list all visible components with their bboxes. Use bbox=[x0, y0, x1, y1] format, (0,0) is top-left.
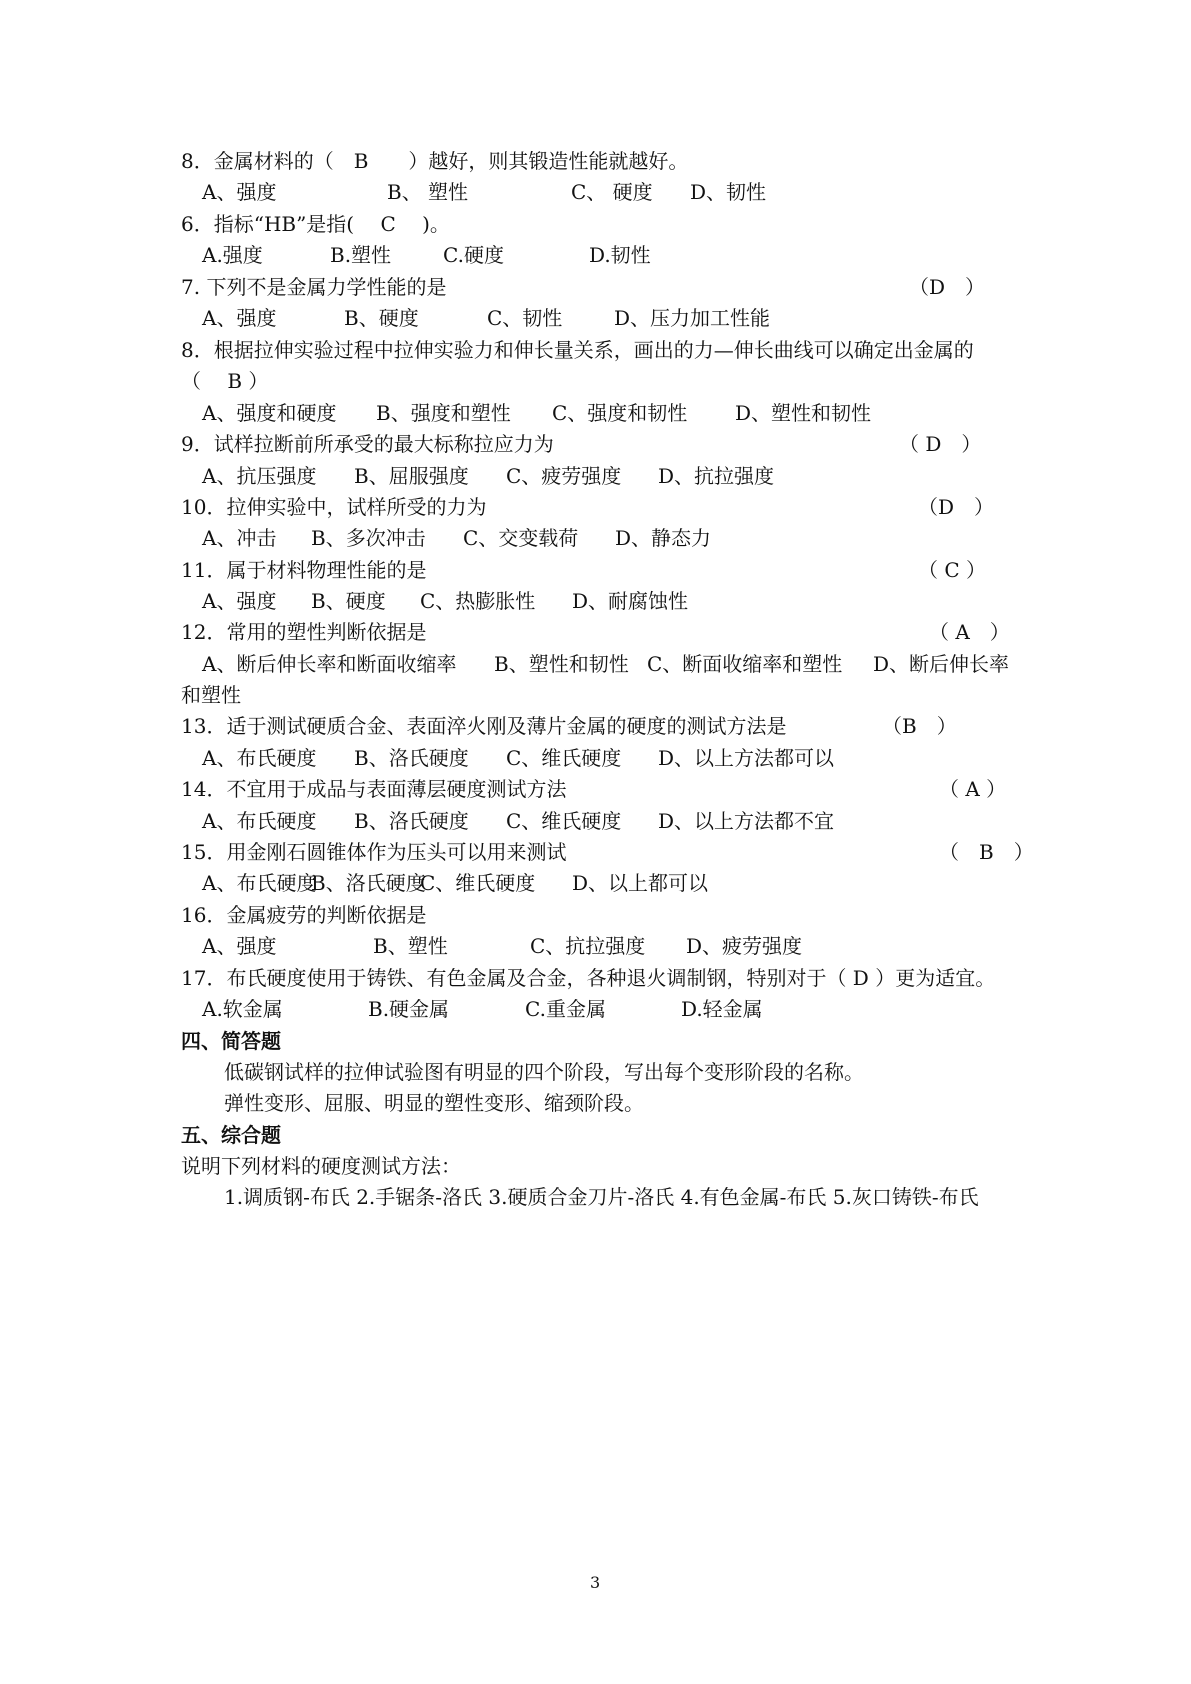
question-stem: 14．不宜用于成品与表面薄层硬度测试方法 （ A ） bbox=[181, 774, 1041, 805]
question-options-continued: 和塑性 bbox=[181, 683, 241, 707]
option-c: C、断面收缩率和塑性 bbox=[647, 652, 843, 676]
question-stem: 16．金属疲劳的判断依据是 bbox=[181, 903, 427, 927]
option-c: C、维氏硬度 bbox=[506, 809, 622, 833]
answer-mark: （ A ） bbox=[929, 620, 1010, 644]
question-stem-continued: （ B ） bbox=[181, 369, 269, 393]
option-d: D、断后伸长率 bbox=[873, 652, 1010, 676]
question-stem: 10．拉伸实验中，试样所受的力为 （D ） bbox=[181, 492, 1041, 523]
option-d: D.轻金属 bbox=[681, 997, 763, 1021]
option-d: D、以上方法都可以 bbox=[658, 746, 835, 770]
option-b: B、硬度 bbox=[344, 306, 419, 330]
option-d: D、以上方法都不宜 bbox=[658, 809, 835, 833]
question-options bbox=[202, 649, 1062, 680]
option-d: D.韧性 bbox=[589, 243, 651, 267]
answer-mark: （ B ） bbox=[939, 840, 1034, 864]
option-a: A、强度 bbox=[202, 306, 277, 330]
answer-mark: （ C ） bbox=[918, 558, 987, 582]
short-answer-answer: 弹性变形、屈服、明显的塑性变形、缩颈阶段。 bbox=[224, 1091, 644, 1115]
option-b: B、屈服强度 bbox=[354, 464, 469, 488]
option-b: B、多次冲击 bbox=[311, 526, 426, 550]
answer-mark: （B ） bbox=[882, 714, 957, 738]
option-a: A、强度 bbox=[202, 180, 277, 204]
question-stem: 11．属于材料物理性能的是 （ C ） bbox=[181, 555, 1041, 586]
option-d: D、韧性 bbox=[690, 180, 767, 204]
comprehensive-answer: 1.调质钢-布氏 2.手锯条-洛氏 3.硬质合金刀片-洛氏 4.有色金属-布氏 5.灰口铸铁-布氏 bbox=[224, 1185, 979, 1209]
answer-mark: （ D ） bbox=[899, 432, 982, 456]
option-d: D、塑性和韧性 bbox=[735, 401, 872, 425]
option-b: B、洛氏硬度 bbox=[354, 746, 469, 770]
question-stem: 17．布氏硬度使用于铸铁、有色金属及合金，各种退火调制钢，特别对于（ D ）更为适宜。 bbox=[181, 966, 996, 990]
question-options bbox=[202, 586, 1062, 617]
option-a: A.强度 bbox=[202, 243, 263, 267]
option-c: C、强度和韧性 bbox=[552, 401, 688, 425]
question-options bbox=[202, 523, 1062, 554]
option-c: C、热膨胀性 bbox=[420, 589, 536, 613]
option-b: B、洛氏硬度 bbox=[311, 871, 426, 895]
page-number: 3 bbox=[590, 1573, 601, 1592]
option-b: B、 塑性 bbox=[387, 180, 469, 204]
option-a: A、冲击 bbox=[202, 526, 277, 550]
option-a: A、断后伸长率和断面收缩率 bbox=[202, 652, 457, 676]
question-options bbox=[202, 994, 1062, 1025]
option-d: D、压力加工性能 bbox=[614, 306, 771, 330]
question-options bbox=[202, 177, 1062, 208]
answer-mark: （ A ） bbox=[939, 777, 1007, 801]
question-stem: 13．适于测试硬质合金、表面淬火刚及薄片金属的硬度的测试方法是 （B ） bbox=[181, 711, 1041, 742]
question-options bbox=[202, 868, 1062, 899]
section-heading: 四、简答题 bbox=[181, 1029, 281, 1053]
question-options bbox=[202, 461, 1062, 492]
option-c: C.硬度 bbox=[443, 243, 504, 267]
option-a: A、布氏硬度 bbox=[202, 871, 317, 895]
option-d: D、耐腐蚀性 bbox=[572, 589, 689, 613]
option-c: C、维氏硬度 bbox=[506, 746, 622, 770]
option-d: D、以上都可以 bbox=[572, 871, 709, 895]
option-d: D、静态力 bbox=[615, 526, 712, 550]
option-c: C、疲劳强度 bbox=[506, 464, 622, 488]
option-a: A、强度 bbox=[202, 934, 277, 958]
option-d: D、疲劳强度 bbox=[686, 934, 803, 958]
option-c: C、韧性 bbox=[487, 306, 563, 330]
question-options bbox=[202, 240, 1062, 271]
question-options bbox=[202, 806, 1062, 837]
option-b: B、洛氏硬度 bbox=[354, 809, 469, 833]
option-c: C.重金属 bbox=[525, 997, 606, 1021]
question-stem: 12．常用的塑性判断依据是 （ A ） bbox=[181, 617, 1041, 648]
option-a: A、强度和硬度 bbox=[202, 401, 337, 425]
question-options bbox=[202, 303, 1062, 334]
option-b: B、硬度 bbox=[311, 589, 386, 613]
option-d: D、抗拉强度 bbox=[658, 464, 775, 488]
option-a: A、布氏硬度 bbox=[202, 809, 317, 833]
option-a: A、强度 bbox=[202, 589, 277, 613]
option-c: C、抗拉强度 bbox=[530, 934, 646, 958]
answer-mark: （D ） bbox=[909, 275, 986, 299]
option-b: B、塑性 bbox=[373, 934, 448, 958]
question-options bbox=[202, 398, 1062, 429]
question-stem: 15．用金刚石圆锥体作为压头可以用来测试 （ B ） bbox=[181, 837, 1041, 868]
option-c: C、维氏硬度 bbox=[420, 871, 536, 895]
option-b: B、强度和塑性 bbox=[376, 401, 511, 425]
question-options bbox=[202, 931, 1062, 962]
question-stem: 6．指标“HB”是指( C )。 bbox=[181, 212, 450, 236]
option-b: B.硬金属 bbox=[368, 997, 450, 1021]
option-c: C、交变载荷 bbox=[463, 526, 579, 550]
option-b: B.塑性 bbox=[330, 243, 392, 267]
question-stem: 7. 下列不是金属力学性能的是 （D ） bbox=[181, 272, 1041, 303]
option-b: B、塑性和韧性 bbox=[494, 652, 629, 676]
question-stem: 8．金属材料的（ B ）越好，则其锻造性能就越好。 bbox=[181, 149, 689, 173]
question-options bbox=[202, 743, 1062, 774]
answer-mark: （D ） bbox=[918, 495, 995, 519]
comprehensive-question: 说明下列材料的硬度测试方法： bbox=[181, 1154, 461, 1178]
short-answer-question: 低碳钢试样的拉伸试验图有明显的四个阶段，写出每个变形阶段的名称。 bbox=[224, 1060, 864, 1084]
section-heading: 五、综合题 bbox=[181, 1123, 281, 1147]
question-stem: 8．根据拉伸实验过程中拉伸实验力和伸长量关系，画出的力—伸长曲线可以确定出金属的 bbox=[181, 338, 974, 362]
option-c: C、 硬度 bbox=[571, 180, 653, 204]
option-a: A、布氏硬度 bbox=[202, 746, 317, 770]
option-a: A、抗压强度 bbox=[202, 464, 317, 488]
question-stem: 9．试样拉断前所承受的最大标称拉应力为 （ D ） bbox=[181, 429, 1041, 460]
option-a: A.软金属 bbox=[202, 997, 283, 1021]
